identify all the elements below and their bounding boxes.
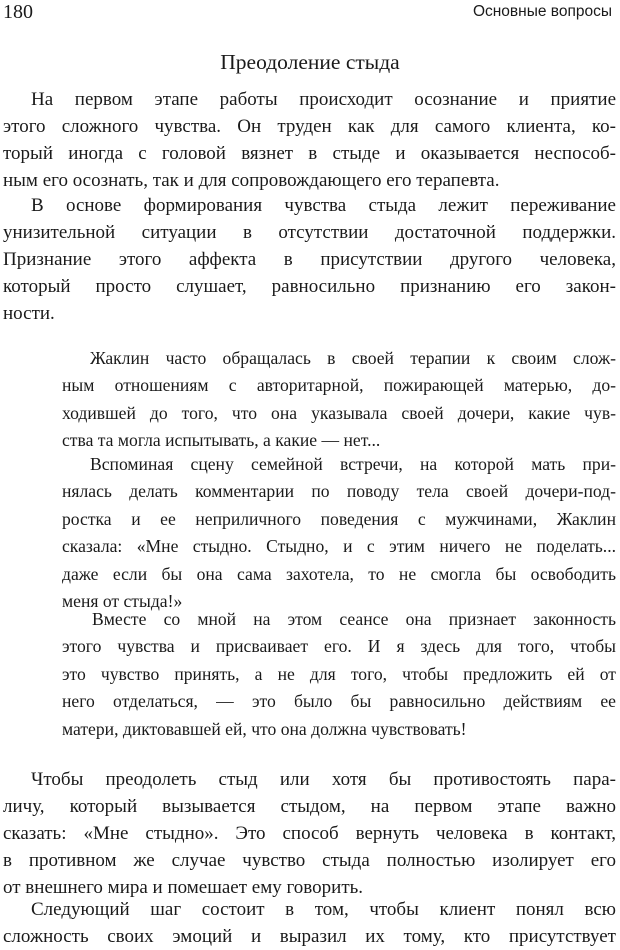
paragraph-1 <box>3 86 616 194</box>
text-line: Следующий шаг состоит в том, чтобы клиент понял всю <box>31 899 616 920</box>
text-line: него отделаться, — это было бы равносильно действиям ее <box>62 691 616 712</box>
text-line: который просто слушает, равносильно признанию его закон- <box>3 276 616 297</box>
case-example-1 <box>62 345 616 455</box>
text-line: На первом этапе работы происходит осознание и приятие <box>31 89 616 110</box>
text-line: меня от стыда!» <box>62 590 183 611</box>
text-line: сказала: «Мне стыдно. Стыдно, и с этим ничего не поделать... <box>62 536 616 557</box>
text-line: торый иногда с головой вязнет в стыде и оказывается неспособ- <box>3 143 616 164</box>
text-line: нялась делать комментарии по поводу тела своей дочери-под- <box>62 481 616 502</box>
text-line: личу, который вызывается стыдом, на первом этапе важно <box>3 796 616 817</box>
text-line: этого сложного чувства. Он труден как для самого клиента, ко- <box>3 116 616 137</box>
text-line: ным отношениям с авторитарной, пожирающей матерью, до- <box>62 375 616 396</box>
text-line: унизительной ситуации в отсутствии достаточной поддержки. <box>3 222 616 243</box>
text-line: ности. <box>3 303 55 324</box>
text-line: Признание этого аффекта в присутствии другого человека, <box>3 249 616 270</box>
text-line: даже если бы она сама захотела, то не смогла бы освободить <box>62 563 616 584</box>
text-line: ства та могла испытывать, а какие — нет... <box>62 430 381 451</box>
text-line: В основе формирования чувства стыда лежит переживание <box>31 195 616 216</box>
text-line: от внешнего мира и помешает ему говорить. <box>3 877 364 898</box>
text-line: ходившей до того, что она указывала своей дочери, какие чув- <box>62 402 616 423</box>
text-line: этого чувства и присваивает его. И я здесь для того, чтобы <box>62 636 616 657</box>
text-line: Чтобы преодолеть стыд или хотя бы противостоять пара- <box>31 769 616 790</box>
text-line: Вспоминая сцену семейной встречи, на которой мать при- <box>90 454 616 474</box>
text-line: Жаклин часто обращалась в своей терапии к своим слож- <box>90 348 616 368</box>
paragraph-2 <box>3 192 616 327</box>
text-line: сложность своих эмоций и выразил их тому, кто присутствует <box>3 926 616 947</box>
text-line: ным его осознать, так и для сопровождающего его терапевта. <box>3 170 500 191</box>
case-example-2 <box>62 451 616 615</box>
running-head: Основные вопросы <box>472 3 612 20</box>
text-line: сказать: «Мне стыдно». Это способ вернуть человека в контакт, <box>3 823 616 844</box>
section-title: Преодоление стыда <box>220 50 400 74</box>
case-example-3 <box>62 606 616 743</box>
paragraph-3 <box>3 766 616 901</box>
text-line: Вместе со мной на этом сеансе она признает законность <box>92 609 616 629</box>
paragraph-4 <box>3 896 616 950</box>
text-line: ростка и ее неприличного поведения с мужчинами, Жаклин <box>62 508 616 529</box>
page-number: 180 <box>3 1 33 23</box>
text-line: матери, диктовавшей ей, что она должна чувствовать! <box>62 718 467 739</box>
text-line: в противном же случае чувство стыда полностью изолирует его <box>3 850 616 871</box>
text-line: это чувство принять, а не для того, чтобы предложить ей от <box>62 663 616 684</box>
